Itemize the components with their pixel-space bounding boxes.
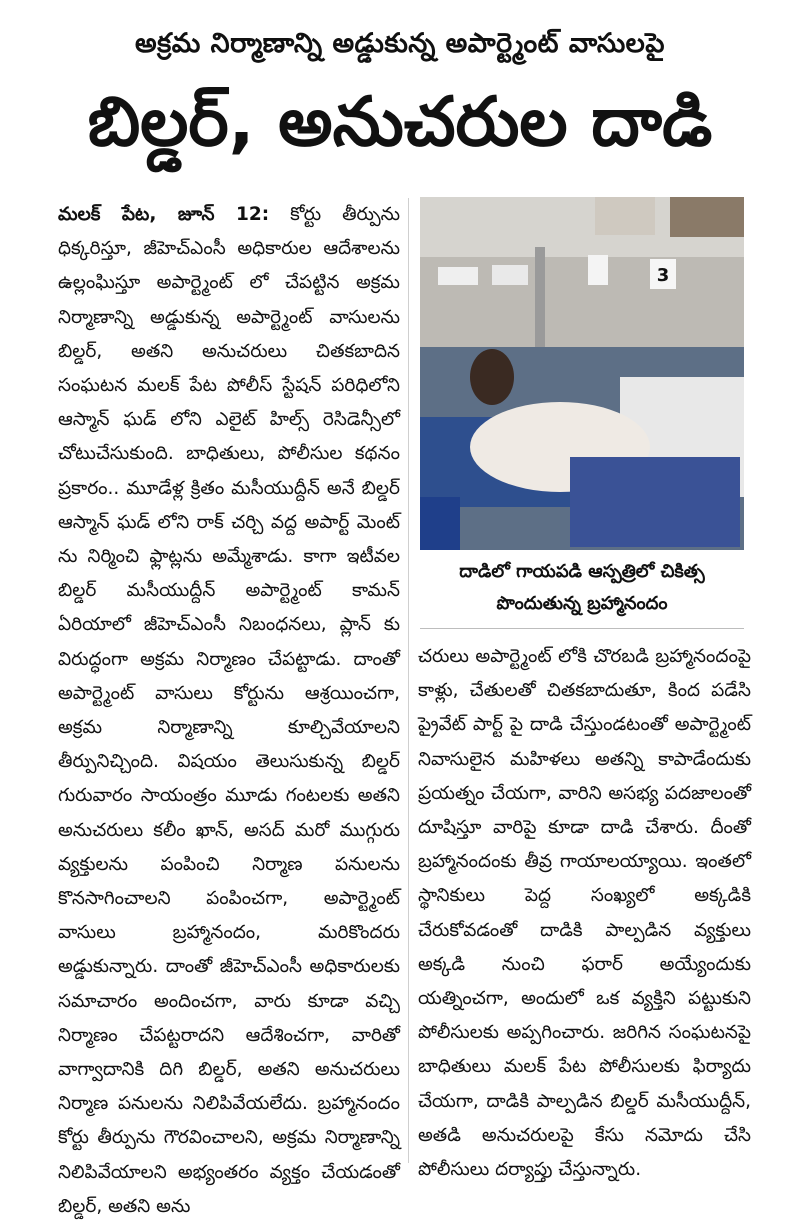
bed-number: 3 bbox=[656, 265, 670, 286]
caption-divider bbox=[420, 628, 744, 629]
body-text-left: కోర్టు తీర్పును ధిక్కరిస్తూ, జీహెచ్ఎంసీ అధికారుల ఆదేశాలను ఉల్లంఘిస్తూ అపార్ట్మెంట్ లో చేపట్టిన అక్రమ నిర్మాణాన్ని అడ్డుకున్న అపార్ట్మెంట్ వాసులను బిల్డర్, అతని అనుచరులు చితకబాదిన సంఘటన మలక్ పేట పోలీస్ స్టేషన్ పరిధిలోని ఆస్మాన్ ఘడ్ లోని ఎలైట్ హిల్స్ రెసిడెన్సీలో చోటుచేసుకుంది. బాధితులు, పోలీసుల కథనం ప్రకారం.. మూడేళ్ల క్రితం మసీయుద్దీన్ అనే బిల్డర్ ఆస్మాన్ ఘడ్ లోని రాక్ చర్చి వద్ద అపార్ట్ మెంట్ ను నిర్మించి ఫ్లాట్లను అమ్మేశాడు. కాగా ఇటీవల బిల్డర్ మసీయుద్దీన్ అపార్ట్మెంట్ కామన్ ఏరియాలో జీహెచ్ఎంసీ నిబంధనలు, ప్లాన్ కు విరుద్ధంగా అక్రమ నిర్మాణం చేపట్టాడు. దాంతో అపార్ట్మెంట్ వాసులు కోర్టును ఆశ్రయించగా, అక్రమ నిర్మాణాన్ని కూల్చివేయాలని తీర్పునిచ్చింది. విషయం తెలుసుకున్న బిల్డర్ గురువారం సాయంత్రం మూడు గంటలకు అతని అనుచరులు కలీం ఖాన్, అసద్ మరో ముగ్గురు వ్యక్తులను పంపించి నిర్మాణ పనులను కొనసాగించాలని పంపించగా, అపార్ట్మెంట్ వాసులు బ్రహ్మానందం, మరికొందరు అడ్డుకున్నారు. దాంతో జీహెచ్ఎంసీ అధికారులకు సమాచారం అందించగా, వారు కూడా వచ్చి నిర్మాణం చేపట్టరాదని ఆదేశించగా, వారితో వాగ్వాదానికి దిగి బిల్డర్, అతని అనుచరులు నిర్మాణ పనులను నిలిపివేయలేదు. బ్రహ్మానందం కోర్టు తీర్పును గౌరవించాలని, అక్రమ నిర్మాణాన్ని నిలిపివేయాలని అభ్యంతరం వ్యక్తం చేయడంతో బిల్డర్, అతని అను bbox=[58, 204, 400, 1217]
body-paragraph-left bbox=[58, 198, 400, 1224]
caption-line-1: దాడిలో గాయపడి ఆస్పత్రిలో చికిత్స bbox=[459, 561, 705, 582]
news-photo bbox=[420, 197, 744, 550]
column-divider bbox=[408, 198, 409, 1163]
photo-caption bbox=[420, 556, 744, 620]
kicker: అక్రమ నిర్మాణాన్ని అడ్డుకున్న అపార్ట్మెంట్ వాసులపై bbox=[135, 28, 665, 59]
body-text-right: చరులు అపార్ట్మెంట్ లోకి చొరబడి బ్రహ్మానందంపై కాళ్లు, చేతులతో చితకబాదుతూ, కింద పడేసి ప్రైవేట్ పార్ట్ పై దాడి చేస్తుండటంతో అపార్ట్మెంట్ నివాసులైన మహిళలు అతన్ని కాపాడేందుకు ప్రయత్నం చేయగా, వారిని అసభ్య పదజాలంతో దూషిస్తూ వారిపై కూడా దాడి చేశారు. దీంతో బ్రహ్మానందంకు తీవ్ర గాయాలయ్యాయి. ఇంతలో స్థానికులు పెద్ద సంఖ్యలో అక్కడికి చేరుకోవడంతో దాడికి పాల్పడిన వ్యక్తులు అక్కడి నుంచి ఫరార్ అయ్యేందుకు యత్నించగా, అందులో ఒక వ్యక్తిని పట్టుకుని పోలీసులకు అప్పగించారు. జరిగిన సంఘటనపై బాధితులు మలక్ పేట పోలీసులకు ఫిర్యాదు చేయగా, దాడికి పాల్పడిన బిల్డర్ మసీయుద్దీన్, అతడి అనుచరులపై కేసు నమోదు చేసి పోలీసులు దర్యాప్తు చేస్తున్నారు. bbox=[418, 646, 751, 1181]
caption-line-2: పొందుతున్న బ్రహ్మానందం bbox=[496, 593, 668, 614]
dateline: మలక్ పేట, జూన్ 12: bbox=[58, 204, 270, 225]
article-body-left bbox=[58, 198, 400, 1224]
article-body-right bbox=[418, 640, 751, 1187]
headline: బిల్డర్, అనుచరుల దాడి bbox=[87, 83, 713, 162]
